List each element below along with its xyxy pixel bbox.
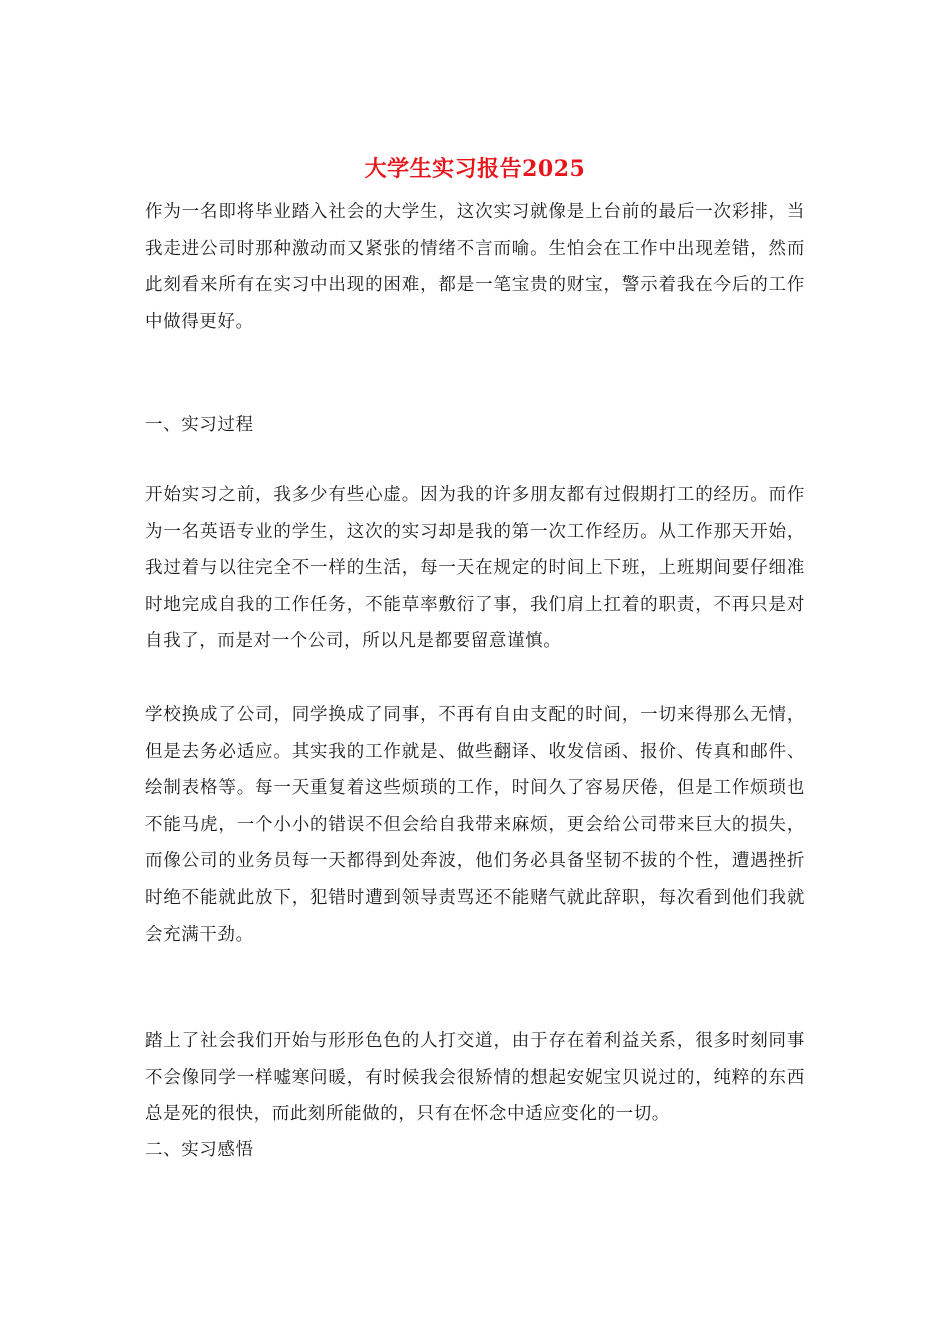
section-heading-reflection: 二、实习感悟: [145, 1140, 254, 1160]
paragraph-before-internship: 开始实习之前，我多少有些心虚。因为我的许多朋友都有过假期打工的经历。而作为一名英语专业的学生，这次的实习却是我的第一次工作经历。从工作那天开始，我过着与以往完全不一样的生活，每一天在规定的时间上下班，上班期间要仔细准时地完成自我的工作任务，不能草率敷衍了事，我们肩上扛着的职责，不再只是对自我了，而是对一个公司，所以凡是都要留意谨慎。: [145, 485, 805, 652]
intro-paragraph: 作为一名即将毕业踏入社会的大学生，这次实习就像是上台前的最后一次彩排，当我走进公司时那种激动而又紧张的情绪不言而喻。生怕会在工作中出现差错，然而此刻看来所有在实习中出现的困难，都是一笔宝贵的财宝，警示着我在今后的工作中做得更好。: [145, 202, 805, 332]
paragraph-society: 踏上了社会我们开始与形形色色的人打交道，由于存在着利益关系，很多时刻同事不会像同学一样嘘寒问暖，有时候我会很矫情的想起安妮宝贝说过的，纯粹的东西总是死的很快，而此刻所能做的，只有在怀念中适应变化的一切。: [145, 1031, 805, 1125]
document-title: 大学生实习报告2025: [364, 156, 586, 182]
paragraph-school-to-company: 学校换成了公司，同学换成了同事，不再有自由支配的时间，一切来得那么无情，但是去务必适应。其实我的工作就是、做些翻译、收发信函、报价、传真和邮件、绘制表格等。每一天重复着这些烦琐的工作，时间久了容易厌倦，但是工作烦琐也不能马虎，一个小小的错误不但会给自我带来麻烦，更会给公司带来巨大的损失，而像公司的业务员每一天都得到处奔波，他们务必具备坚韧不拔的个性，遭遇挫折时绝不能就此放下，犯错时遭到领导责骂还不能赌气就此辞职，每次看到他们我就会充满干劲。: [145, 705, 805, 945]
section-heading-process: 一、实习过程: [145, 415, 254, 435]
